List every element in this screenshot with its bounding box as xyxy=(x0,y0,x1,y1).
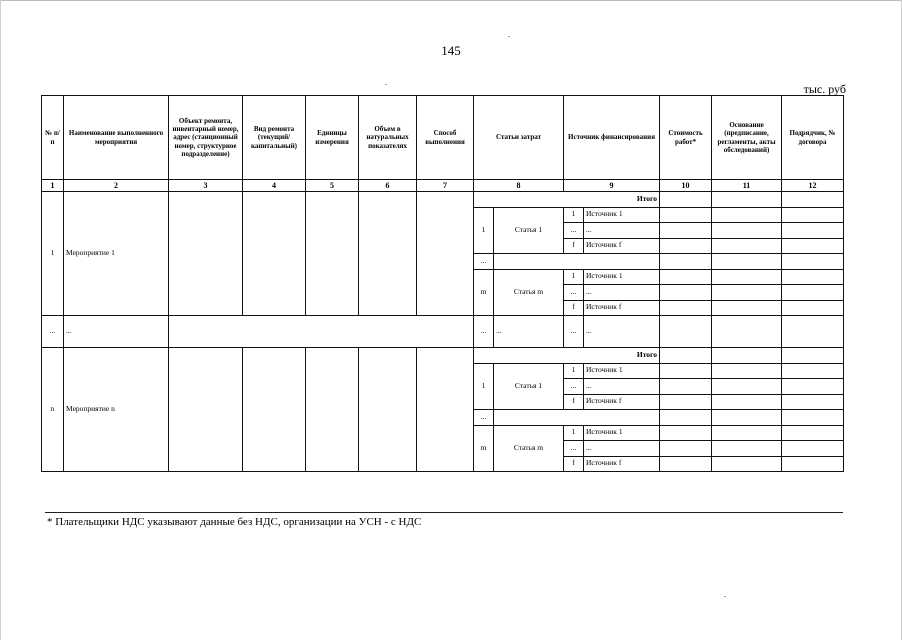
method-cell xyxy=(417,192,474,316)
header-cell: Единицы измерения xyxy=(306,96,359,180)
article-number: m xyxy=(474,269,494,316)
activity-name: ... xyxy=(64,316,169,348)
source-label: Источник 1 xyxy=(584,269,660,285)
cost-cell xyxy=(660,285,712,301)
source-label: Источник 1 xyxy=(584,207,660,223)
header-cell: Вид ремонта (текущий/ капитальный) xyxy=(243,96,306,180)
column-number-row xyxy=(42,180,844,192)
column-number: 1 xyxy=(42,180,64,192)
cost-cell xyxy=(660,238,712,254)
column-number: 9 xyxy=(564,180,660,192)
activity-number: 1 xyxy=(42,192,64,316)
column-number: 2 xyxy=(64,180,169,192)
total-label: Итого xyxy=(474,348,660,364)
basis-cell xyxy=(712,379,782,395)
source-label: Источник f xyxy=(584,456,660,472)
object-cell xyxy=(169,192,243,316)
source-label: Источник f xyxy=(584,394,660,410)
unit-cell xyxy=(306,348,359,472)
source-number: f xyxy=(564,394,584,410)
article-number: 1 xyxy=(474,363,494,410)
article-label: Статья 1 xyxy=(494,363,564,410)
contractor-cell xyxy=(782,254,844,270)
contractor-cell xyxy=(782,441,844,457)
basis-cell xyxy=(712,223,782,239)
article-ellipsis: ... xyxy=(474,254,494,270)
cost-cell xyxy=(660,207,712,223)
scan-speck xyxy=(508,36,510,37)
footnote: * Плательщики НДС указывают данные без НДС, организации на УСН - с НДС xyxy=(47,516,422,528)
contractor-cell xyxy=(782,316,844,348)
article-label: Статья m xyxy=(494,425,564,472)
volume-cell xyxy=(359,348,417,472)
method-cell xyxy=(417,348,474,472)
table-row xyxy=(42,192,844,208)
source-number: ... xyxy=(564,223,584,239)
basis-cell xyxy=(712,192,782,208)
contractor-cell xyxy=(782,207,844,223)
repair-plan-table xyxy=(41,95,844,472)
cost-cell xyxy=(660,316,712,348)
source-number: f xyxy=(564,238,584,254)
table-row xyxy=(42,348,844,364)
header-cell: Способ выполнения xyxy=(417,96,474,180)
header-cell: Стоимость работ* xyxy=(660,96,712,180)
basis-cell xyxy=(712,363,782,379)
header-cell: Объект ремонта, инвентарный номер, адрес (станционный номер, структурное подразделение) xyxy=(169,96,243,180)
header-cell: Наименование выполненного мероприятия xyxy=(64,96,169,180)
article-number: 1 xyxy=(474,207,494,254)
cost-cell xyxy=(660,441,712,457)
source-label: Источник f xyxy=(584,300,660,316)
contractor-cell xyxy=(782,269,844,285)
source-label: ... xyxy=(584,223,660,239)
header-cell: Объем в натуральных показателях xyxy=(359,96,417,180)
basis-cell xyxy=(712,348,782,364)
header-row xyxy=(42,96,844,180)
units-label: тыс. руб xyxy=(803,82,846,96)
footnote-divider xyxy=(45,512,843,513)
article-label: Статья m xyxy=(494,269,564,316)
column-number: 12 xyxy=(782,180,844,192)
source-number: ... xyxy=(564,316,584,348)
cost-cell xyxy=(660,192,712,208)
contractor-cell xyxy=(782,285,844,301)
contractor-cell xyxy=(782,456,844,472)
article-ellipsis: ... xyxy=(474,410,494,426)
total-label: Итого xyxy=(474,192,660,208)
basis-cell xyxy=(712,441,782,457)
ellipsis-span xyxy=(494,410,660,426)
source-number: ... xyxy=(564,379,584,395)
column-number: 6 xyxy=(359,180,417,192)
merged-cell xyxy=(169,316,474,348)
basis-cell xyxy=(712,410,782,426)
ellipsis-span xyxy=(494,254,660,270)
source-number: f xyxy=(564,300,584,316)
unit-cell xyxy=(306,192,359,316)
table-row xyxy=(42,316,844,348)
column-number: 3 xyxy=(169,180,243,192)
source-number: 1 xyxy=(564,269,584,285)
contractor-cell xyxy=(782,379,844,395)
repair-type-cell xyxy=(243,348,306,472)
cost-cell xyxy=(660,425,712,441)
cost-cell xyxy=(660,348,712,364)
basis-cell xyxy=(712,425,782,441)
basis-cell xyxy=(712,269,782,285)
contractor-cell xyxy=(782,300,844,316)
activity-number: n xyxy=(42,348,64,472)
contractor-cell xyxy=(782,223,844,239)
source-number: ... xyxy=(564,285,584,301)
cost-cell xyxy=(660,223,712,239)
contractor-cell xyxy=(782,394,844,410)
cost-cell xyxy=(660,300,712,316)
cost-cell xyxy=(660,394,712,410)
source-number: 1 xyxy=(564,207,584,223)
header-cell: Основание (предписание, регламенты, акты обследований) xyxy=(712,96,782,180)
scan-speck xyxy=(724,596,726,597)
header-cell: Статьи затрат xyxy=(474,96,564,180)
column-number: 8 xyxy=(474,180,564,192)
contractor-cell xyxy=(782,348,844,364)
column-number: 10 xyxy=(660,180,712,192)
source-number: 1 xyxy=(564,363,584,379)
contractor-cell xyxy=(782,363,844,379)
source-label: ... xyxy=(584,379,660,395)
volume-cell xyxy=(359,192,417,316)
cost-cell xyxy=(660,254,712,270)
scan-speck xyxy=(385,84,387,85)
column-number: 4 xyxy=(243,180,306,192)
basis-cell xyxy=(712,285,782,301)
basis-cell xyxy=(712,316,782,348)
column-number: 11 xyxy=(712,180,782,192)
cost-cell xyxy=(660,456,712,472)
source-label: Источник f xyxy=(584,238,660,254)
cost-cell xyxy=(660,379,712,395)
basis-cell xyxy=(712,238,782,254)
activity-name: Мероприятие n xyxy=(64,348,169,472)
source-label: Источник 1 xyxy=(584,425,660,441)
contractor-cell xyxy=(782,238,844,254)
scan-edge-left xyxy=(0,0,1,640)
source-label: ... xyxy=(584,285,660,301)
source-label: Источник 1 xyxy=(584,363,660,379)
header-cell: № п/п xyxy=(42,96,64,180)
header-cell: Источник финансирования xyxy=(564,96,660,180)
column-number: 5 xyxy=(306,180,359,192)
column-number: 7 xyxy=(417,180,474,192)
page-number: 145 xyxy=(441,43,461,58)
contractor-cell xyxy=(782,192,844,208)
article-number: m xyxy=(474,425,494,472)
scan-edge-top xyxy=(0,0,902,1)
repair-type-cell xyxy=(243,192,306,316)
basis-cell xyxy=(712,300,782,316)
object-cell xyxy=(169,348,243,472)
basis-cell xyxy=(712,456,782,472)
cost-cell xyxy=(660,363,712,379)
basis-cell xyxy=(712,394,782,410)
source-number: 1 xyxy=(564,425,584,441)
article-label: Статья 1 xyxy=(494,207,564,254)
basis-cell xyxy=(712,207,782,223)
source-number: f xyxy=(564,456,584,472)
header-cell: Подрядчик, № договора xyxy=(782,96,844,180)
source-label: ... xyxy=(584,316,660,348)
article-label: ... xyxy=(494,316,564,348)
activity-number: ... xyxy=(42,316,64,348)
article-number: ... xyxy=(474,316,494,348)
cost-cell xyxy=(660,410,712,426)
source-number: ... xyxy=(564,441,584,457)
contractor-cell xyxy=(782,425,844,441)
contractor-cell xyxy=(782,410,844,426)
basis-cell xyxy=(712,254,782,270)
activity-name: Мероприятие 1 xyxy=(64,192,169,316)
cost-cell xyxy=(660,269,712,285)
source-label: ... xyxy=(584,441,660,457)
